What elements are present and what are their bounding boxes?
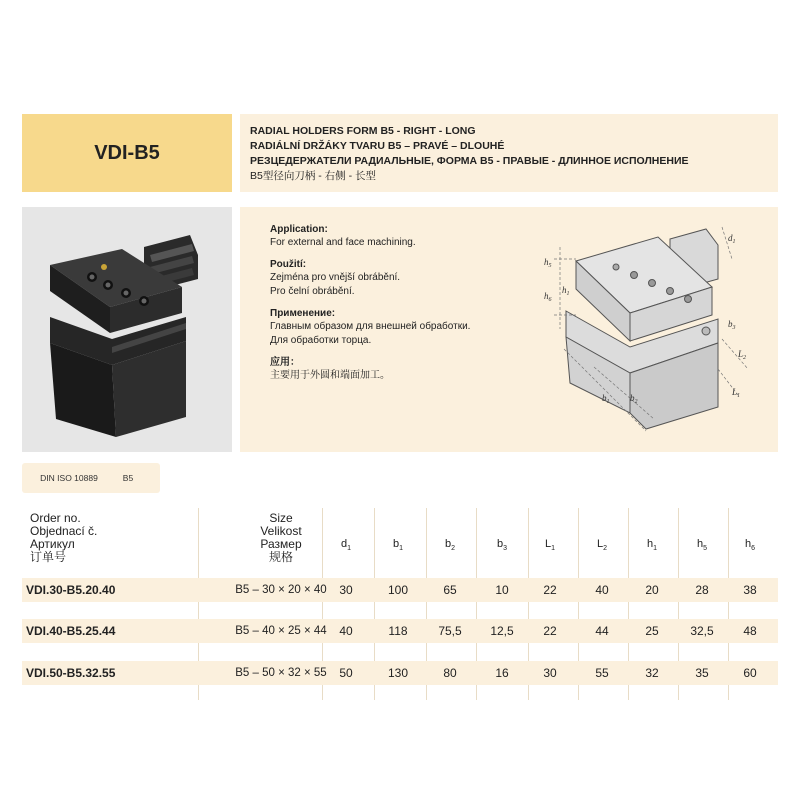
order-number: VDI.40-B5.25.44 bbox=[26, 624, 116, 638]
value-b1: 130 bbox=[387, 666, 409, 680]
param-header-h6: $h_6$ bbox=[744, 538, 756, 553]
table-header bbox=[22, 508, 778, 578]
drawing-label-l2: $L_2$ bbox=[738, 349, 747, 361]
value-h1: 20 bbox=[645, 583, 659, 597]
size-value: B5 – 30 × 20 × 40 bbox=[235, 584, 327, 596]
value-l2: 44 bbox=[595, 624, 609, 638]
param-header-d1: $d_1$ bbox=[340, 538, 352, 553]
drawing-label-b1: $b_1$ bbox=[602, 393, 610, 405]
param-header-h5: $h_5$ bbox=[696, 538, 708, 553]
application-heading-en: Application: bbox=[270, 224, 328, 235]
value-b2: 75,5 bbox=[438, 624, 462, 638]
product-code-box bbox=[22, 114, 232, 192]
value-b3: 10 bbox=[495, 583, 509, 597]
value-l2: 55 bbox=[595, 666, 609, 680]
norm-badge: DIN ISO 10889 bbox=[22, 463, 116, 493]
size-value: B5 – 40 × 25 × 44 bbox=[235, 625, 327, 637]
value-h1: 32 bbox=[645, 666, 659, 680]
heading-en: RADIAL HOLDERS FORM B5 - RIGHT - LONG bbox=[250, 125, 476, 137]
value-b3: 12,5 bbox=[490, 624, 514, 638]
drawing-label-d1: $d_1$ bbox=[728, 233, 736, 245]
value-h6: 38 bbox=[743, 583, 757, 597]
drawing-label-b2: $b_2$ bbox=[630, 393, 638, 405]
application-panel bbox=[240, 207, 778, 452]
value-d1: 40 bbox=[339, 624, 353, 638]
value-l1: 30 bbox=[543, 666, 557, 680]
value-d1: 50 bbox=[339, 666, 353, 680]
application-line: Главным образом для внешней обработки. bbox=[270, 321, 471, 332]
table-row bbox=[22, 578, 778, 602]
application-line: Pro čelní obrábění. bbox=[270, 286, 355, 297]
drawing-label-h5: $h_5$ bbox=[544, 257, 552, 269]
application-heading-cn: 应用： bbox=[270, 357, 300, 368]
application-line: 主要用于外圆和端面加工。 bbox=[270, 370, 390, 381]
product-code: VDI-B5 bbox=[94, 141, 160, 164]
table-row bbox=[22, 619, 778, 643]
drawing-label-h1: $h_1$ bbox=[562, 285, 570, 297]
size-value: B5 – 50 × 32 × 55 bbox=[235, 667, 327, 679]
application-line: Zejména pro vnější obrábění. bbox=[270, 272, 401, 283]
value-d1: 30 bbox=[339, 583, 353, 597]
product-headings bbox=[240, 114, 778, 192]
value-l2: 40 bbox=[595, 583, 609, 597]
param-header-b3: $b_3$ bbox=[496, 538, 508, 553]
value-h5: 28 bbox=[695, 583, 709, 597]
product-photo bbox=[22, 207, 232, 452]
param-header-l2: $L_2$ bbox=[596, 538, 608, 553]
value-h5: 35 bbox=[695, 666, 709, 680]
application-heading-cz: Použití: bbox=[270, 259, 307, 270]
param-header-b2: $b_2$ bbox=[444, 538, 456, 553]
heading-ru: РЕЗЦЕДЕРЖАТЕЛИ РАДИАЛЬНЫЕ, ФОРМА B5 - ПРАВЫЕ - ДЛИННОЕ ИСПОЛНЕНИЕ bbox=[250, 155, 689, 167]
application-line: Для обработки торца. bbox=[270, 335, 372, 346]
table-row bbox=[22, 661, 778, 685]
order-number: VDI.50-B5.32.55 bbox=[26, 666, 116, 680]
value-b3: 16 bbox=[495, 666, 509, 680]
application-heading-ru: Применение: bbox=[270, 308, 336, 319]
heading-cn: B5型径向刀柄 - 右侧 - 长型 bbox=[250, 170, 377, 182]
order-header: Order no. Objednací č. Артикул 订单号 bbox=[30, 511, 98, 564]
param-header-l1: $L_1$ bbox=[544, 538, 556, 553]
param-header-b1: $b_1$ bbox=[392, 538, 404, 553]
technical-drawing bbox=[542, 219, 768, 443]
order-number: VDI.30-B5.20.40 bbox=[26, 583, 116, 597]
value-h5: 32,5 bbox=[690, 624, 714, 638]
value-b2: 65 bbox=[443, 583, 457, 597]
application-line: For external and face machining. bbox=[270, 237, 416, 248]
form-badge: B5 bbox=[96, 463, 160, 493]
application-text bbox=[270, 223, 530, 383]
drawing-label-b3: $b_3$ bbox=[728, 319, 736, 331]
value-h6: 48 bbox=[743, 624, 757, 638]
drawing-label-h6: $h_6$ bbox=[544, 291, 552, 303]
value-h1: 25 bbox=[645, 624, 659, 638]
value-l1: 22 bbox=[543, 624, 557, 638]
heading-cz: RADIÁLNÍ DRŽÁKY TVARU B5 – PRAVÉ – DLOUHÉ bbox=[250, 140, 505, 152]
drawing-label-l1: $L_1$ bbox=[732, 387, 741, 399]
value-h6: 60 bbox=[743, 666, 757, 680]
value-b1: 100 bbox=[387, 583, 409, 597]
param-header-h1: $h_1$ bbox=[646, 538, 658, 553]
value-b1: 118 bbox=[388, 624, 408, 638]
tool-holder-image bbox=[22, 207, 232, 452]
size-header: Size Velikost Размер 规格 bbox=[260, 511, 302, 564]
value-l1: 22 bbox=[543, 583, 557, 597]
value-b2: 80 bbox=[443, 666, 457, 680]
